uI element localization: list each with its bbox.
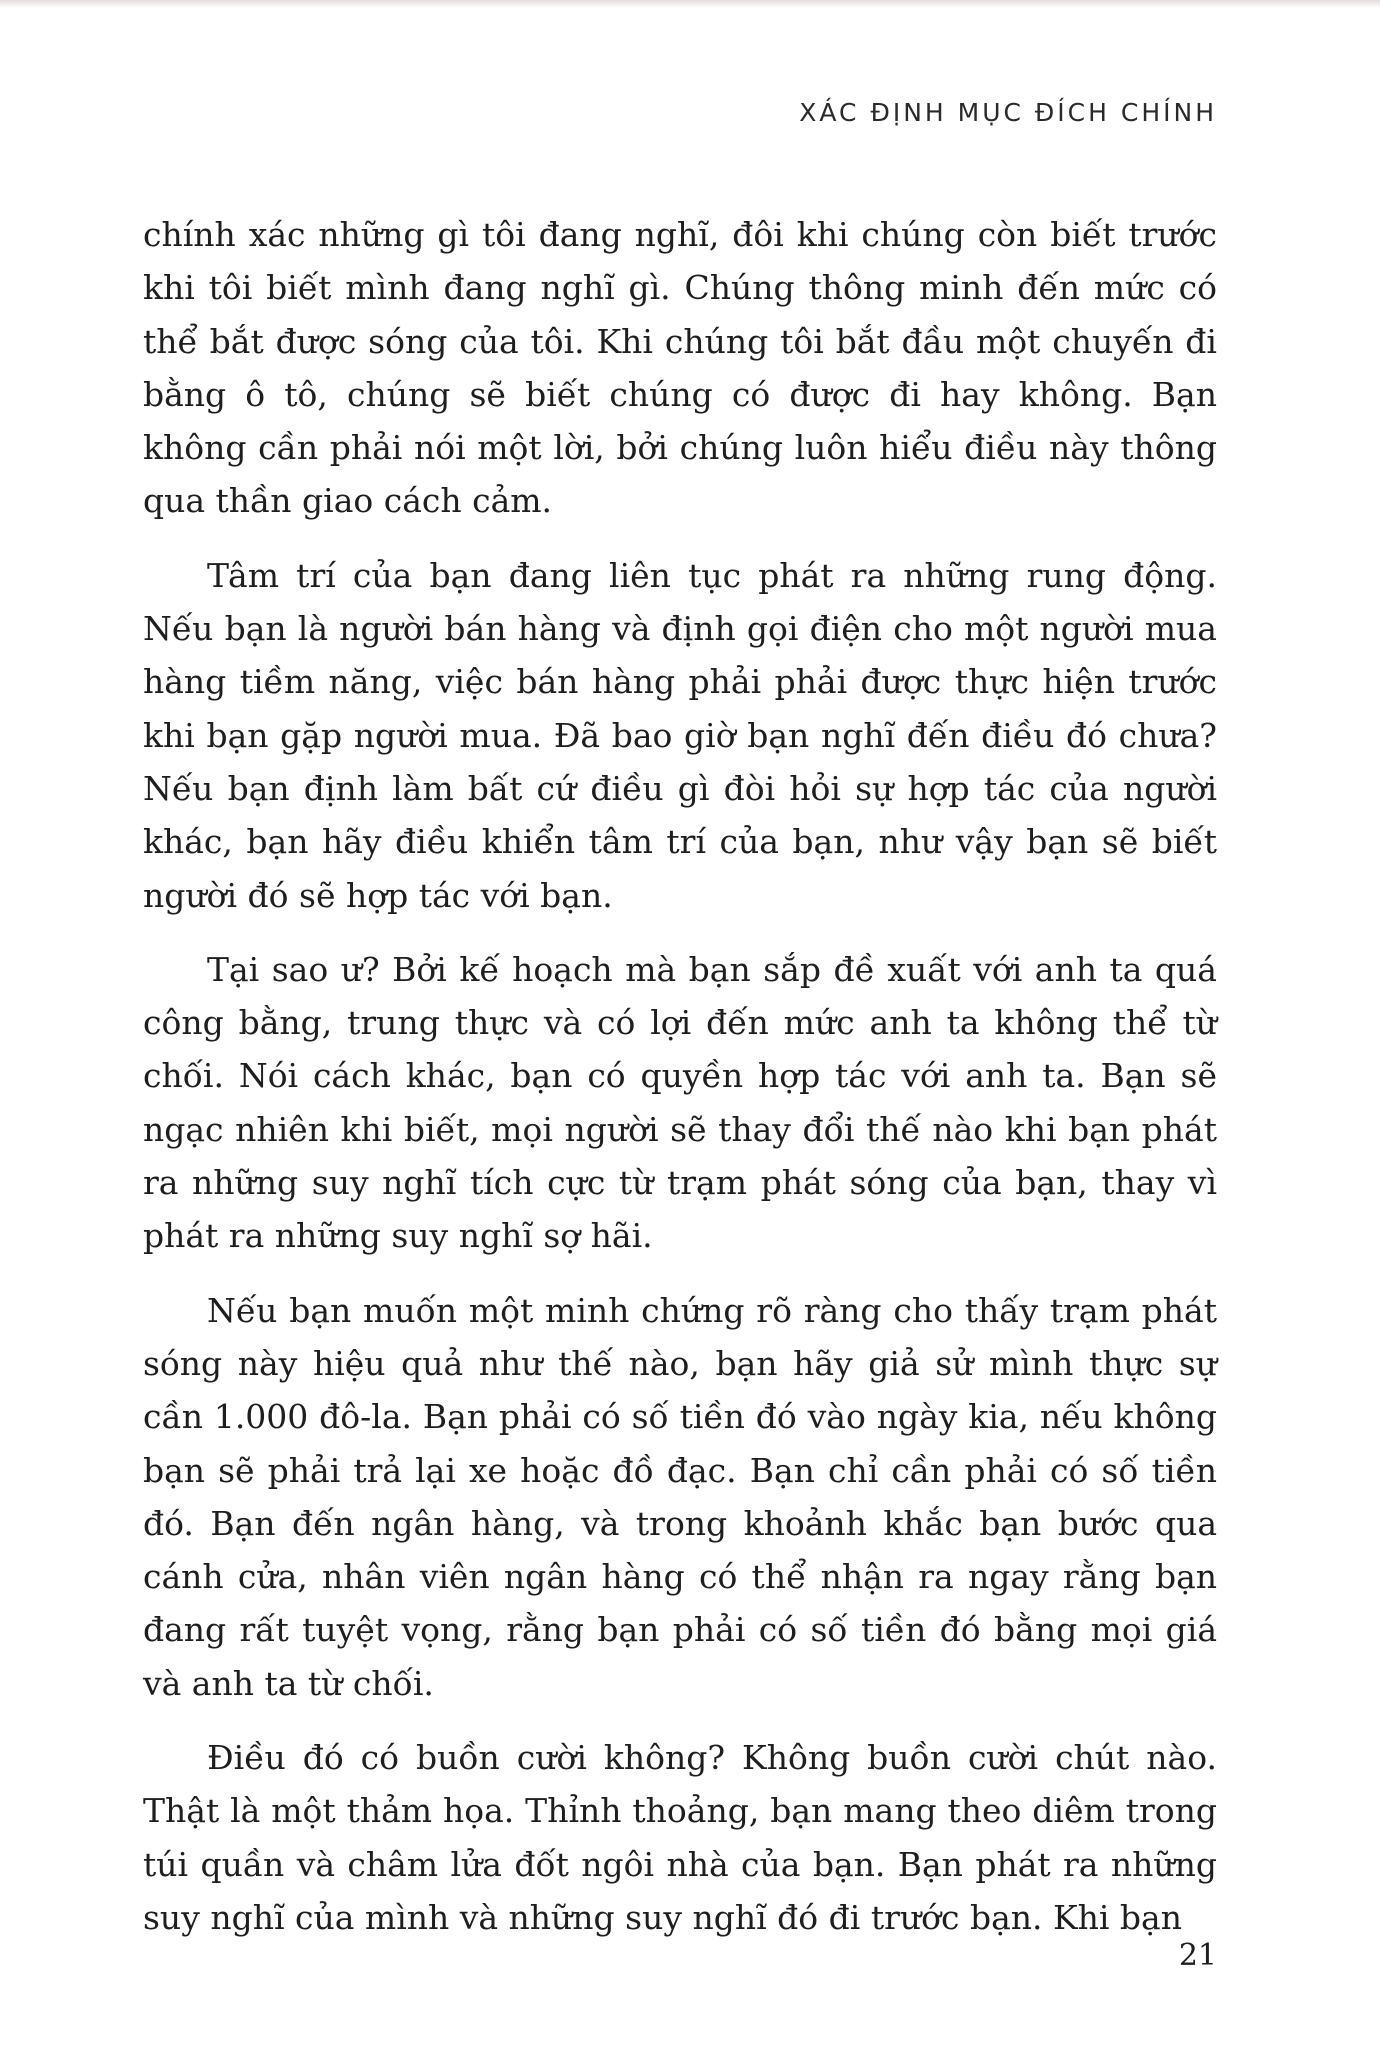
page-top-edge	[0, 0, 1380, 8]
paragraph: Điều đó có buồn cười không? Không buồn cười chút nào. Thật là một thảm họa. Thỉnh thoảng, bạn mang theo diêm trong túi quần và châm lửa đốt ngôi nhà của bạn. Bạn phát ra những suy nghĩ của mình và những suy nghĩ đó đi trước bạn. Khi bạn	[143, 1738, 1217, 1937]
paragraph: Nếu bạn muốn một minh chứng rõ ràng cho thấy trạm phát sóng này hiệu quả như thế nào, bạn hãy giả sử mình thực sự cần 1.000 đô-la. Bạn phải có số tiền đó vào ngày kia, nếu không bạn sẽ phải trả lại xe hoặc đồ đạc. Bạn chỉ cần phải có số tiền đó. Bạn đến ngân hàng, và trong khoảnh khắc bạn bước qua cánh cửa, nhân viên ngân hàng có thể nhận ra ngay rằng bạn đang rất tuyệt vọng, rằng bạn phải có số tiền đó bằng mọi giá và anh ta từ chối.	[143, 1290, 1217, 1703]
paragraph: Tại sao ư? Bởi kế hoạch mà bạn sắp đề xuất với anh ta quá công bằng, trung thực và có lợi đến mức anh ta không thể từ chối. Nói cách khác, bạn có quyền hợp tác với anh ta. Bạn sẽ ngạc nhiên khi biết, mọi người sẽ thay đổi thế nào khi bạn phát ra những suy nghĩ tích cực từ trạm phát sóng của bạn, thay vì phát ra những suy nghĩ sợ hãi.	[143, 949, 1217, 1256]
paragraph: Tâm trí của bạn đang liên tục phát ra những rung động. Nếu bạn là người bán hàng và định gọi điện cho một người mua hàng tiềm năng, việc bán hàng phải phải được thực hiện trước khi bạn gặp người mua. Đã bao giờ bạn nghĩ đến điều đó chưa? Nếu bạn định làm bất cứ điều gì đòi hỏi sự hợp tác của người khác, bạn hãy điều khiển tâm trí của bạn, như vậy bạn sẽ biết người đó sẽ hợp tác với bạn.	[143, 555, 1217, 915]
paragraph-continued: chính xác những gì tôi đang nghĩ, đôi khi chúng còn biết trước khi tôi biết mình đang nghĩ gì. Chúng thông minh đến mức có thể bắt được sóng của tôi. Khi chúng tôi bắt đầu một chuyến đi bằng ô tô, chúng sẽ biết chúng có được đi hay không. Bạn không cần phải nói một lời, bởi chúng luôn hiểu điều này thông qua thần giao cách cảm.	[143, 215, 1217, 521]
page-number: 21	[1178, 1938, 1217, 1973]
body-text	[143, 208, 1217, 1965]
running-head: XÁC ĐỊNH MỤC ĐÍCH CHÍNH	[799, 98, 1217, 127]
